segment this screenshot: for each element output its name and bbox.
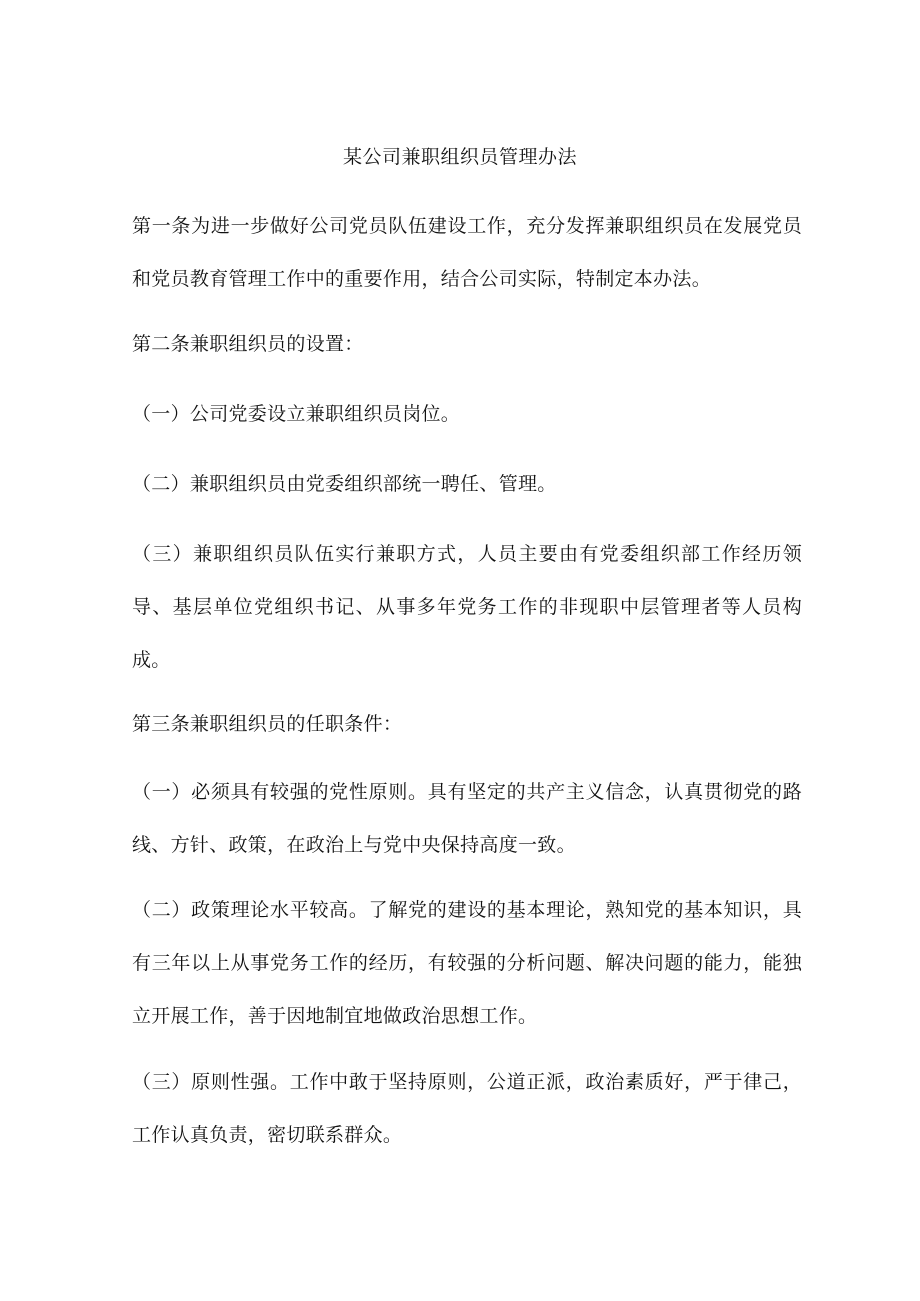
article-2-item-3: （三）兼职组织员队伍实行兼职方式，人员主要由有党委组织部工作经历领导、基层单位党组织书记、从事多年党务工作的非现职中层管理者等人员构成。	[132, 543, 802, 671]
article-2-heading: 第二条兼职组织员的设置：	[132, 333, 364, 355]
article-1-paragraph: 第一条为进一步做好公司党员队伍建设工作，充分发挥兼职组织员在发展党员和党员教育管理工作中的重要作用，结合公司实际，特制定本办法。	[132, 215, 802, 290]
article-2-item-2: （二）兼职组织员由党委组织部统一聘任、管理。	[132, 473, 557, 495]
document-title: 某公司兼职组织员管理办法	[342, 146, 577, 168]
article-3-item-2: （二）政策理论水平较高。了解党的建设的基本理论，熟知党的基本知识，具有三年以上从事党务工作的经历，有较强的分析问题、解决问题的能力，能独立开展工作，善于因地制宜地做政治思想工作。	[132, 899, 802, 1027]
article-3-heading: 第三条兼职组织员的任职条件：	[132, 713, 403, 735]
article-3-item-1: （一）必须具有较强的党性原则。具有坚定的共产主义信念，认真贯彻党的路线、方针、政策，在政治上与党中央保持高度一致。	[132, 781, 802, 856]
article-2-item-1: （一）公司党委设立兼职组织员岗位。	[132, 403, 461, 425]
article-3-item-3: （三）原则性强。工作中敢于坚持原则，公道正派，政治素质好，严于律己，工作认真负责，密切联系群众。	[132, 1071, 802, 1146]
